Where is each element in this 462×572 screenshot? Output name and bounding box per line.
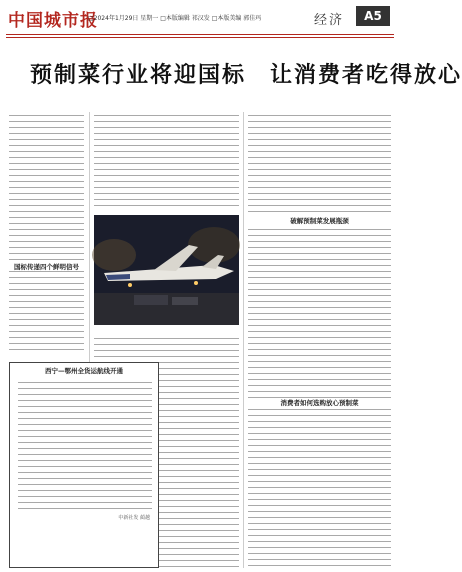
masthead-name: 中国城市报 (8, 11, 98, 31)
subhead-3: 消费者如何选购放心预制菜 (248, 398, 391, 407)
subhead-1: 国标传递四个鲜明信号 (9, 262, 84, 271)
body-column-2 (94, 112, 239, 207)
section-label: 经济 (314, 13, 345, 28)
sidebar-title: 西宁—鄂州全货运航线开通 (45, 367, 123, 375)
sidebar-news-box (9, 362, 159, 568)
masthead-rule (6, 34, 394, 35)
date-line: □2024年1月29日 星期一 □本版编辑 祁汉发 □本版美编 郭佳玛 (88, 15, 262, 22)
headline: 预制菜行业将迎国标 让消费者吃得放心 (30, 62, 462, 88)
column-divider (243, 112, 244, 568)
page-number: A5 (356, 6, 390, 26)
body-column-3 (248, 112, 391, 568)
sidebar-body (18, 379, 152, 509)
subhead-2: 破解预制菜发展瓶颈 (248, 216, 391, 225)
masthead-rule-thin (6, 37, 394, 38)
news-photo (94, 215, 239, 325)
sidebar-credit: 中新社发 蔺越 (118, 515, 150, 521)
cargo-plane-illustration (94, 215, 239, 325)
body-column-1 (9, 112, 84, 352)
